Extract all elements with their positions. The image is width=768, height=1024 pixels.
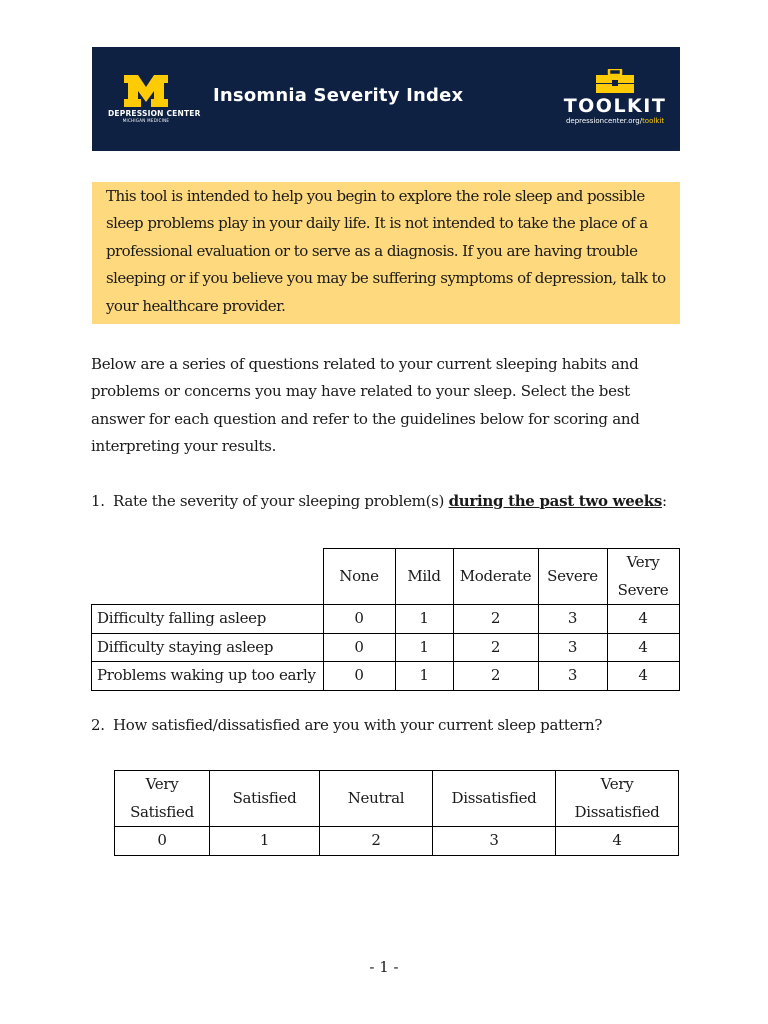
score-cell[interactable]: 0 — [115, 827, 210, 856]
score-cell[interactable]: 1 — [395, 633, 453, 662]
column-header: Mild — [395, 549, 453, 605]
table-row — [92, 633, 680, 662]
score-cell[interactable]: 2 — [453, 605, 538, 634]
question-1-text: Rate the severity of your sleeping problem(s) — [113, 492, 449, 510]
score-cell[interactable]: 3 — [538, 633, 607, 662]
score-cell[interactable]: 0 — [323, 605, 395, 634]
toolbox-icon — [595, 69, 635, 93]
header-banner — [92, 47, 680, 151]
table-row — [92, 605, 680, 634]
score-cell[interactable]: 4 — [607, 662, 679, 691]
score-cell[interactable]: 2 — [453, 633, 538, 662]
question-1-suffix: : — [661, 492, 667, 510]
column-header: Very Dissatisfied — [556, 771, 679, 827]
disclaimer-box — [92, 182, 680, 324]
table-corner-cell — [92, 549, 324, 605]
row-label: Problems waking up too early — [92, 662, 324, 691]
column-header: Neutral — [320, 771, 433, 827]
table-row — [92, 662, 680, 691]
toolkit-url[interactable] — [556, 117, 674, 125]
logo-subtitle: MICHIGAN MEDICINE — [122, 118, 170, 123]
score-cell[interactable]: 3 — [538, 605, 607, 634]
score-cell[interactable]: 0 — [323, 662, 395, 691]
row-label: Difficulty staying asleep — [92, 633, 324, 662]
page-number: - 1 - — [369, 958, 399, 976]
score-cell[interactable]: 1 — [210, 827, 320, 856]
question-1 — [91, 490, 667, 512]
toolkit-url-suffix: toolkit — [642, 117, 665, 125]
score-cell[interactable]: 3 — [538, 662, 607, 691]
score-cell[interactable]: 1 — [395, 605, 453, 634]
question-1-number: 1. — [91, 492, 105, 510]
toolkit-logo — [556, 69, 674, 125]
column-header: Dissatisfied — [433, 771, 556, 827]
toolkit-label: TOOLKIT — [563, 95, 667, 117]
question-1-emphasis: during the past two weeks — [448, 492, 662, 510]
score-cell[interactable]: 4 — [607, 605, 679, 634]
toolkit-url-prefix: depressioncenter.org/ — [565, 117, 643, 125]
table-header-row — [115, 771, 679, 827]
satisfaction-table — [114, 770, 679, 856]
column-header: Moderate — [453, 549, 538, 605]
column-header: Satisfied — [210, 771, 320, 827]
column-header: Severe — [538, 549, 607, 605]
logo-name: DEPRESSION CENTER — [108, 109, 201, 118]
score-cell[interactable]: 2 — [320, 827, 433, 856]
table-header-row — [92, 549, 680, 605]
score-cell[interactable]: 4 — [607, 633, 679, 662]
page-title: Insomnia Severity Index — [213, 85, 464, 106]
question-2 — [91, 714, 602, 736]
question-2-number: 2. — [91, 716, 105, 734]
score-cell[interactable]: 2 — [453, 662, 538, 691]
question-2-text: How satisfied/dissatisfied are you with your current sleep pattern? — [113, 716, 603, 734]
score-cell[interactable]: 1 — [395, 662, 453, 691]
depression-center-logo — [108, 75, 201, 123]
block-m-icon — [124, 75, 168, 107]
column-header: Very Satisfied — [115, 771, 210, 827]
table-row — [115, 827, 679, 856]
score-cell[interactable]: 0 — [323, 633, 395, 662]
severity-table — [91, 548, 680, 691]
column-header: None — [323, 549, 395, 605]
score-cell[interactable]: 4 — [556, 827, 679, 856]
disclaimer-text: This tool is intended to help you begin to explore the role sleep and possible sleep problems play in your daily life. It is not intended to take the place of a professional evaluation or to serve as a diagnosis. If you are having trouble sleeping or if you believe you may be suffering symptoms of depression, talk to your healthcare provider. — [106, 187, 666, 315]
intro-paragraph: Below are a series of questions related to your current sleeping habits and problems or concerns you may have related to your sleep. Select the best answer for each question and refer to the guidelines below for scoring and interpreting your results. — [91, 355, 640, 456]
row-label: Difficulty falling asleep — [92, 605, 324, 634]
column-header: Very Severe — [607, 549, 679, 605]
score-cell[interactable]: 3 — [433, 827, 556, 856]
